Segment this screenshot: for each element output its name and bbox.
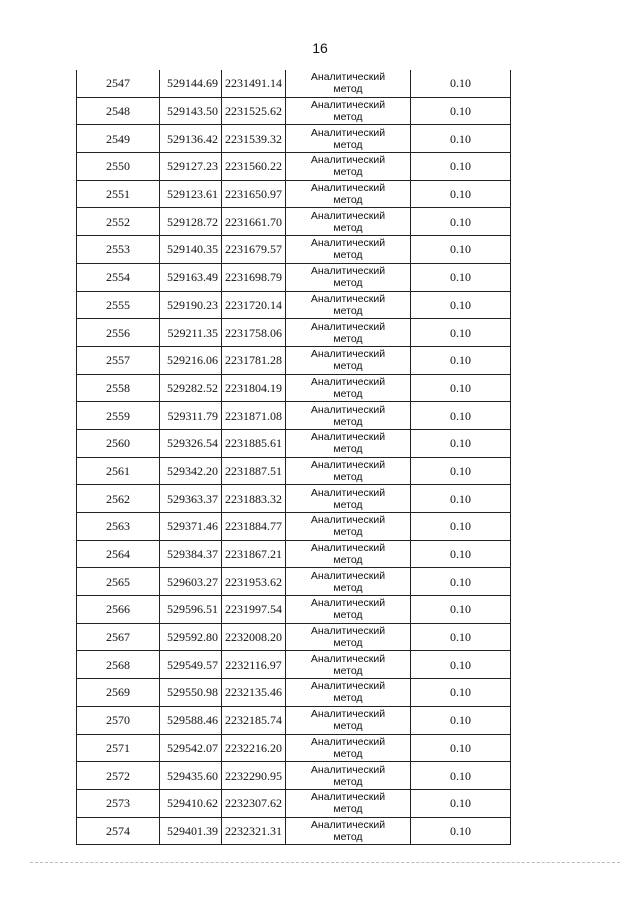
y-coordinate-cell: 2231758.06 [222,319,286,347]
y-coordinate-cell: 2231804.19 [222,374,286,402]
method-line-1: Аналитический [310,625,386,638]
table-row [77,180,511,208]
point-number-cell: 2552 [77,208,160,236]
y-coordinate-cell: 2232185.74 [222,706,286,734]
precision-cell: 0.10 [411,789,511,817]
y-coordinate-cell: 2232008.20 [222,623,286,651]
method-line-1: Аналитический [310,680,386,693]
method-cell [286,97,411,125]
y-coordinate-cell: 2232116.97 [222,651,286,679]
method-line-1: Аналитический [310,735,386,748]
method-line-2: метод [333,664,363,677]
y-coordinate-cell: 2232290.95 [222,762,286,790]
method-cell [286,485,411,513]
page-number: 16 [312,40,328,56]
table-row [77,762,511,790]
precision-cell: 0.10 [411,319,511,347]
method-line-2: метод [333,249,363,262]
method-cell [286,319,411,347]
method-line-2: метод [333,83,363,96]
x-coordinate-cell: 529136.42 [160,125,222,153]
table-row [77,70,511,97]
precision-cell: 0.10 [411,513,511,541]
y-coordinate-cell: 2232216.20 [222,734,286,762]
method-cell [286,540,411,568]
method-line-1: Аналитический [310,818,386,831]
x-coordinate-cell: 529596.51 [160,596,222,624]
point-number-cell: 2566 [77,596,160,624]
table-row [77,540,511,568]
method-line-2: метод [333,194,363,207]
method-cell [286,651,411,679]
scan-artifact-line [30,862,620,863]
method-line-1: Аналитический [310,320,386,333]
x-coordinate-cell: 529216.06 [160,346,222,374]
method-line-1: Аналитический [310,375,386,388]
method-line-1: Аналитический [310,265,386,278]
precision-cell: 0.10 [411,485,511,513]
method-line-1: Аналитический [310,542,386,555]
point-number-cell: 2573 [77,789,160,817]
method-line-2: метод [333,803,363,816]
point-number-cell: 2559 [77,402,160,430]
method-line-2: метод [333,498,363,511]
method-line-2: метод [333,304,363,317]
x-coordinate-cell: 529140.35 [160,236,222,264]
y-coordinate-cell: 2231781.28 [222,346,286,374]
method-cell [286,596,411,624]
method-line-2: метод [333,830,363,843]
table-row [77,457,511,485]
x-coordinate-cell: 529371.46 [160,513,222,541]
method-line-2: метод [333,387,363,400]
point-number-cell: 2547 [77,70,160,97]
method-line-2: метод [333,720,363,733]
x-coordinate-cell: 529435.60 [160,762,222,790]
x-coordinate-cell: 529127.23 [160,153,222,181]
method-cell [286,623,411,651]
y-coordinate-cell: 2231884.77 [222,513,286,541]
x-coordinate-cell: 529550.98 [160,679,222,707]
x-coordinate-cell: 529588.46 [160,706,222,734]
precision-cell: 0.10 [411,97,511,125]
table-row [77,623,511,651]
point-number-cell: 2553 [77,236,160,264]
point-number-cell: 2561 [77,457,160,485]
point-number-cell: 2555 [77,291,160,319]
method-line-1: Аналитический [310,403,386,416]
precision-cell: 0.10 [411,402,511,430]
method-cell [286,734,411,762]
point-number-cell: 2568 [77,651,160,679]
method-cell [286,679,411,707]
method-line-1: Аналитический [310,348,386,361]
precision-cell: 0.10 [411,291,511,319]
point-number-cell: 2574 [77,817,160,845]
x-coordinate-cell: 529190.23 [160,291,222,319]
precision-cell: 0.10 [411,734,511,762]
method-line-1: Аналитический [310,292,386,305]
point-number-cell: 2570 [77,706,160,734]
method-line-1: Аналитический [310,431,386,444]
method-line-2: метод [333,277,363,290]
method-line-2: метод [333,775,363,788]
precision-cell: 0.10 [411,540,511,568]
point-number-cell: 2560 [77,429,160,457]
method-line-2: метод [333,166,363,179]
y-coordinate-cell: 2231867.21 [222,540,286,568]
coordinates-table [76,70,511,845]
y-coordinate-cell: 2232307.62 [222,789,286,817]
method-cell [286,153,411,181]
y-coordinate-cell: 2231953.62 [222,568,286,596]
table-row [77,402,511,430]
y-coordinate-cell: 2231997.54 [222,596,286,624]
precision-cell: 0.10 [411,623,511,651]
table-row [77,236,511,264]
method-cell [286,457,411,485]
method-cell [286,236,411,264]
method-line-1: Аналитический [310,99,386,112]
method-line-2: метод [333,360,363,373]
x-coordinate-cell: 529592.80 [160,623,222,651]
table-row [77,429,511,457]
point-number-cell: 2550 [77,153,160,181]
precision-cell: 0.10 [411,429,511,457]
point-number-cell: 2556 [77,319,160,347]
y-coordinate-cell: 2231698.79 [222,263,286,291]
method-cell [286,706,411,734]
method-line-1: Аналитический [310,458,386,471]
method-cell [286,402,411,430]
method-cell [286,817,411,845]
method-cell [286,429,411,457]
table-row [77,153,511,181]
method-cell [286,346,411,374]
table-row [77,513,511,541]
point-number-cell: 2564 [77,540,160,568]
x-coordinate-cell: 529401.39 [160,817,222,845]
method-line-2: метод [333,443,363,456]
table-row [77,263,511,291]
method-cell [286,568,411,596]
x-coordinate-cell: 529123.61 [160,180,222,208]
method-cell [286,263,411,291]
point-number-cell: 2562 [77,485,160,513]
method-line-2: метод [333,692,363,705]
precision-cell: 0.10 [411,817,511,845]
precision-cell: 0.10 [411,236,511,264]
precision-cell: 0.10 [411,762,511,790]
method-line-1: Аналитический [310,126,386,139]
method-line-2: метод [333,111,363,124]
method-cell [286,180,411,208]
table-row [77,485,511,513]
method-line-2: метод [333,138,363,151]
y-coordinate-cell: 2231491.14 [222,70,286,97]
y-coordinate-cell: 2231679.57 [222,236,286,264]
method-line-1: Аналитический [310,763,386,776]
table-row [77,734,511,762]
method-line-2: метод [333,637,363,650]
y-coordinate-cell: 2231720.14 [222,291,286,319]
table-row [77,817,511,845]
point-number-cell: 2571 [77,734,160,762]
method-line-1: Аналитический [310,237,386,250]
method-line-1: Аналитический [310,71,386,84]
method-line-2: метод [333,554,363,567]
table-row [77,706,511,734]
point-number-cell: 2558 [77,374,160,402]
precision-cell: 0.10 [411,180,511,208]
precision-cell: 0.10 [411,374,511,402]
table-row [77,596,511,624]
x-coordinate-cell: 529326.54 [160,429,222,457]
table-row [77,291,511,319]
method-line-2: метод [333,221,363,234]
method-cell [286,513,411,541]
x-coordinate-cell: 529128.72 [160,208,222,236]
x-coordinate-cell: 529603.27 [160,568,222,596]
y-coordinate-cell: 2231871.08 [222,402,286,430]
y-coordinate-cell: 2232135.46 [222,679,286,707]
precision-cell: 0.10 [411,208,511,236]
table-row [77,568,511,596]
precision-cell: 0.10 [411,679,511,707]
method-line-1: Аналитический [310,514,386,527]
x-coordinate-cell: 529282.52 [160,374,222,402]
method-line-1: Аналитический [310,597,386,610]
precision-cell: 0.10 [411,346,511,374]
y-coordinate-cell: 2231885.61 [222,429,286,457]
method-line-2: метод [333,332,363,345]
point-number-cell: 2572 [77,762,160,790]
x-coordinate-cell: 529144.69 [160,70,222,97]
y-coordinate-cell: 2231883.32 [222,485,286,513]
precision-cell: 0.10 [411,457,511,485]
method-line-2: метод [333,470,363,483]
table-row [77,789,511,817]
method-cell [286,374,411,402]
x-coordinate-cell: 529363.37 [160,485,222,513]
point-number-cell: 2554 [77,263,160,291]
precision-cell: 0.10 [411,568,511,596]
method-cell [286,789,411,817]
method-cell [286,291,411,319]
method-line-1: Аналитический [310,569,386,582]
method-line-2: метод [333,526,363,539]
table-row [77,97,511,125]
method-cell [286,125,411,153]
point-number-cell: 2557 [77,346,160,374]
y-coordinate-cell: 2231539.32 [222,125,286,153]
y-coordinate-cell: 2231661.70 [222,208,286,236]
table-row [77,125,511,153]
point-number-cell: 2548 [77,97,160,125]
method-line-1: Аналитический [310,708,386,721]
table-row [77,679,511,707]
x-coordinate-cell: 529163.49 [160,263,222,291]
method-cell [286,762,411,790]
table-row [77,319,511,347]
table-row [77,651,511,679]
x-coordinate-cell: 529549.57 [160,651,222,679]
point-number-cell: 2567 [77,623,160,651]
precision-cell: 0.10 [411,70,511,97]
precision-cell: 0.10 [411,153,511,181]
x-coordinate-cell: 529211.35 [160,319,222,347]
precision-cell: 0.10 [411,263,511,291]
method-line-1: Аналитический [310,486,386,499]
coordinates-table-body [77,70,511,845]
x-coordinate-cell: 529311.79 [160,402,222,430]
y-coordinate-cell: 2231560.22 [222,153,286,181]
y-coordinate-cell: 2231887.51 [222,457,286,485]
table-row [77,208,511,236]
point-number-cell: 2565 [77,568,160,596]
point-number-cell: 2563 [77,513,160,541]
x-coordinate-cell: 529384.37 [160,540,222,568]
table-row [77,374,511,402]
precision-cell: 0.10 [411,651,511,679]
x-coordinate-cell: 529542.07 [160,734,222,762]
x-coordinate-cell: 529342.20 [160,457,222,485]
table-row [77,346,511,374]
method-line-2: метод [333,415,363,428]
method-line-2: метод [333,747,363,760]
method-cell [286,70,411,97]
method-line-1: Аналитический [310,209,386,222]
precision-cell: 0.10 [411,596,511,624]
method-line-1: Аналитический [310,791,386,804]
point-number-cell: 2549 [77,125,160,153]
y-coordinate-cell: 2231525.62 [222,97,286,125]
point-number-cell: 2569 [77,679,160,707]
method-line-1: Аналитический [310,652,386,665]
precision-cell: 0.10 [411,706,511,734]
method-line-1: Аналитический [310,182,386,195]
method-line-2: метод [333,609,363,622]
x-coordinate-cell: 529143.50 [160,97,222,125]
precision-cell: 0.10 [411,125,511,153]
y-coordinate-cell: 2231650.97 [222,180,286,208]
method-line-1: Аналитический [310,154,386,167]
x-coordinate-cell: 529410.62 [160,789,222,817]
y-coordinate-cell: 2232321.31 [222,817,286,845]
method-line-2: метод [333,581,363,594]
point-number-cell: 2551 [77,180,160,208]
method-cell [286,208,411,236]
